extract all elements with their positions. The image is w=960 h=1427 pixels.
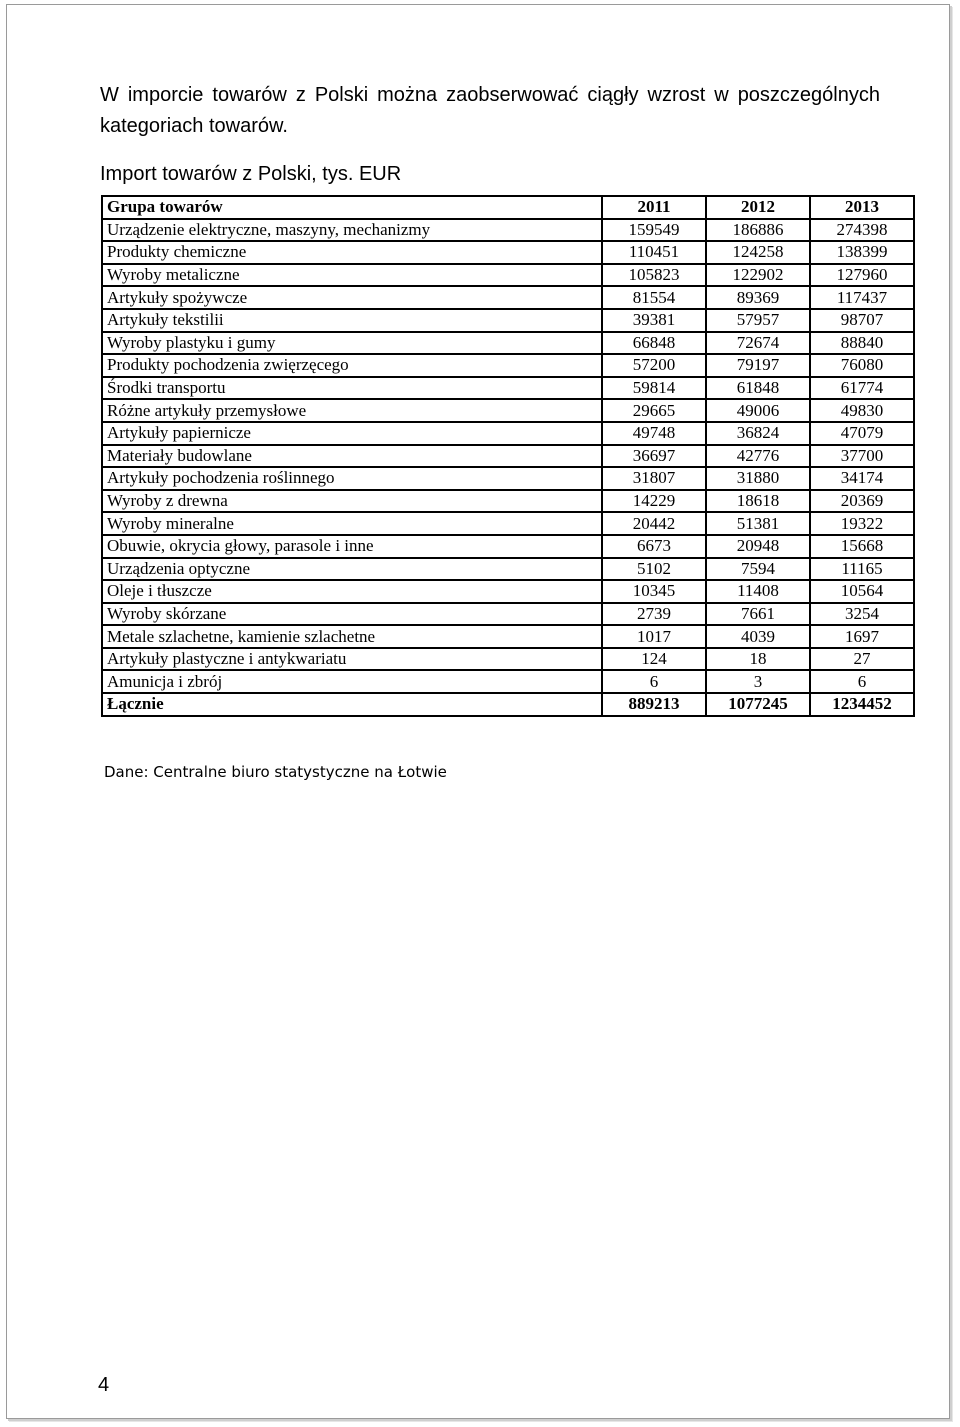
row-value-2012: 31880 [706, 467, 810, 490]
row-category-name: Artykuły tekstilii [102, 309, 602, 332]
table-row [102, 625, 914, 648]
table-header-row [102, 196, 914, 219]
row-value-2011: 2739 [602, 603, 706, 626]
row-value-2013: 11165 [810, 558, 914, 581]
page-number: 4 [98, 1374, 110, 1396]
row-value-2013: 127960 [810, 264, 914, 287]
intro-paragraph: W imporcie towarów z Polski można zaobserwować ciągły wzrost w poszczególnych kategoriach towarów. [100, 84, 880, 137]
row-value-2013: 47079 [810, 422, 914, 445]
row-category-name: Metale szlachetne, kamienie szlachetne [102, 625, 602, 648]
row-value-2012: 20948 [706, 535, 810, 558]
row-value-2012: 4039 [706, 625, 810, 648]
table-row [102, 490, 914, 513]
row-category-name: Wyroby skórzane [102, 603, 602, 626]
table-row [102, 377, 914, 400]
row-value-2012: 49006 [706, 399, 810, 422]
header-year-2012: 2012 [706, 196, 810, 219]
row-value-2012: 57957 [706, 309, 810, 332]
table-title: Import towarów z Polski, tys. EUR [100, 163, 402, 185]
row-category-name: Urządzenia optyczne [102, 558, 602, 581]
table-row [102, 580, 914, 603]
row-category-name: Materiały budowlane [102, 445, 602, 468]
row-value-2011: 110451 [602, 241, 706, 264]
row-value-2011: 39381 [602, 309, 706, 332]
row-value-2013: 6 [810, 670, 914, 693]
row-value-2012: 61848 [706, 377, 810, 400]
table-row [102, 332, 914, 355]
row-value-2012: 7594 [706, 558, 810, 581]
row-value-2012: 79197 [706, 354, 810, 377]
row-value-2011: 124 [602, 648, 706, 671]
total-label: Łącznie [102, 693, 602, 716]
table-row [102, 512, 914, 535]
table-row [102, 422, 914, 445]
row-category-name: Artykuły plastyczne i antykwariatu [102, 648, 602, 671]
table-row [102, 535, 914, 558]
row-value-2011: 20442 [602, 512, 706, 535]
row-value-2013: 98707 [810, 309, 914, 332]
row-value-2013: 20369 [810, 490, 914, 513]
row-category-name: Wyroby mineralne [102, 512, 602, 535]
row-value-2012: 89369 [706, 286, 810, 309]
row-value-2011: 31807 [602, 467, 706, 490]
row-value-2011: 159549 [602, 219, 706, 242]
source-note: Dane: Centralne biuro statystyczne na Łotwie [104, 763, 447, 781]
row-category-name: Oleje i tłuszcze [102, 580, 602, 603]
row-category-name: Urządzenie elektryczne, maszyny, mechanizmy [102, 219, 602, 242]
row-value-2013: 34174 [810, 467, 914, 490]
header-year-2011: 2011 [602, 196, 706, 219]
table-row [102, 467, 914, 490]
table-row [102, 286, 914, 309]
row-value-2011: 105823 [602, 264, 706, 287]
row-value-2013: 61774 [810, 377, 914, 400]
row-value-2013: 3254 [810, 603, 914, 626]
table-row [102, 670, 914, 693]
table-row [102, 445, 914, 468]
row-value-2013: 10564 [810, 580, 914, 603]
row-value-2011: 81554 [602, 286, 706, 309]
row-value-2011: 66848 [602, 332, 706, 355]
row-category-name: Wyroby z drewna [102, 490, 602, 513]
row-value-2012: 186886 [706, 219, 810, 242]
table-row [102, 264, 914, 287]
total-value-2013: 1234452 [810, 693, 914, 716]
row-category-name: Artykuły spożywcze [102, 286, 602, 309]
row-value-2012: 18618 [706, 490, 810, 513]
row-value-2011: 29665 [602, 399, 706, 422]
row-value-2012: 3 [706, 670, 810, 693]
row-value-2011: 57200 [602, 354, 706, 377]
row-value-2012: 124258 [706, 241, 810, 264]
row-value-2011: 6673 [602, 535, 706, 558]
row-value-2011: 6 [602, 670, 706, 693]
row-value-2011: 49748 [602, 422, 706, 445]
row-value-2013: 37700 [810, 445, 914, 468]
row-value-2013: 117437 [810, 286, 914, 309]
row-value-2013: 19322 [810, 512, 914, 535]
row-value-2011: 1017 [602, 625, 706, 648]
table-row [102, 648, 914, 671]
row-value-2011: 36697 [602, 445, 706, 468]
row-value-2013: 27 [810, 648, 914, 671]
row-value-2011: 59814 [602, 377, 706, 400]
table-body [102, 219, 914, 693]
table-total-row [102, 693, 914, 716]
row-category-name: Artykuły papiernicze [102, 422, 602, 445]
row-value-2012: 18 [706, 648, 810, 671]
table-row [102, 309, 914, 332]
header-group-label: Grupa towarów [102, 196, 602, 219]
row-value-2012: 122902 [706, 264, 810, 287]
table-row [102, 354, 914, 377]
table-row [102, 241, 914, 264]
row-value-2013: 49830 [810, 399, 914, 422]
header-year-2013: 2013 [810, 196, 914, 219]
row-category-name: Amunicja i zbrój [102, 670, 602, 693]
row-category-name: Środki transportu [102, 377, 602, 400]
row-value-2011: 14229 [602, 490, 706, 513]
row-value-2012: 36824 [706, 422, 810, 445]
total-value-2012: 1077245 [706, 693, 810, 716]
table-row [102, 399, 914, 422]
row-value-2011: 5102 [602, 558, 706, 581]
row-category-name: Produkty chemiczne [102, 241, 602, 264]
row-category-name: Artykuły pochodzenia roślinnego [102, 467, 602, 490]
row-value-2013: 274398 [810, 219, 914, 242]
row-value-2012: 51381 [706, 512, 810, 535]
import-table [101, 195, 915, 717]
row-category-name: Obuwie, okrycia głowy, parasole i inne [102, 535, 602, 558]
row-value-2012: 72674 [706, 332, 810, 355]
table-row [102, 558, 914, 581]
row-category-name: Produkty pochodzenia zwięrzęcego [102, 354, 602, 377]
row-value-2013: 15668 [810, 535, 914, 558]
row-value-2012: 7661 [706, 603, 810, 626]
row-value-2013: 138399 [810, 241, 914, 264]
row-value-2011: 10345 [602, 580, 706, 603]
row-category-name: Wyroby metaliczne [102, 264, 602, 287]
row-category-name: Wyroby plastyku i gumy [102, 332, 602, 355]
row-category-name: Różne artykuły przemysłowe [102, 399, 602, 422]
row-value-2013: 1697 [810, 625, 914, 648]
row-value-2012: 42776 [706, 445, 810, 468]
total-value-2011: 889213 [602, 693, 706, 716]
row-value-2013: 88840 [810, 332, 914, 355]
row-value-2013: 76080 [810, 354, 914, 377]
row-value-2012: 11408 [706, 580, 810, 603]
table-row [102, 603, 914, 626]
table-row [102, 219, 914, 242]
